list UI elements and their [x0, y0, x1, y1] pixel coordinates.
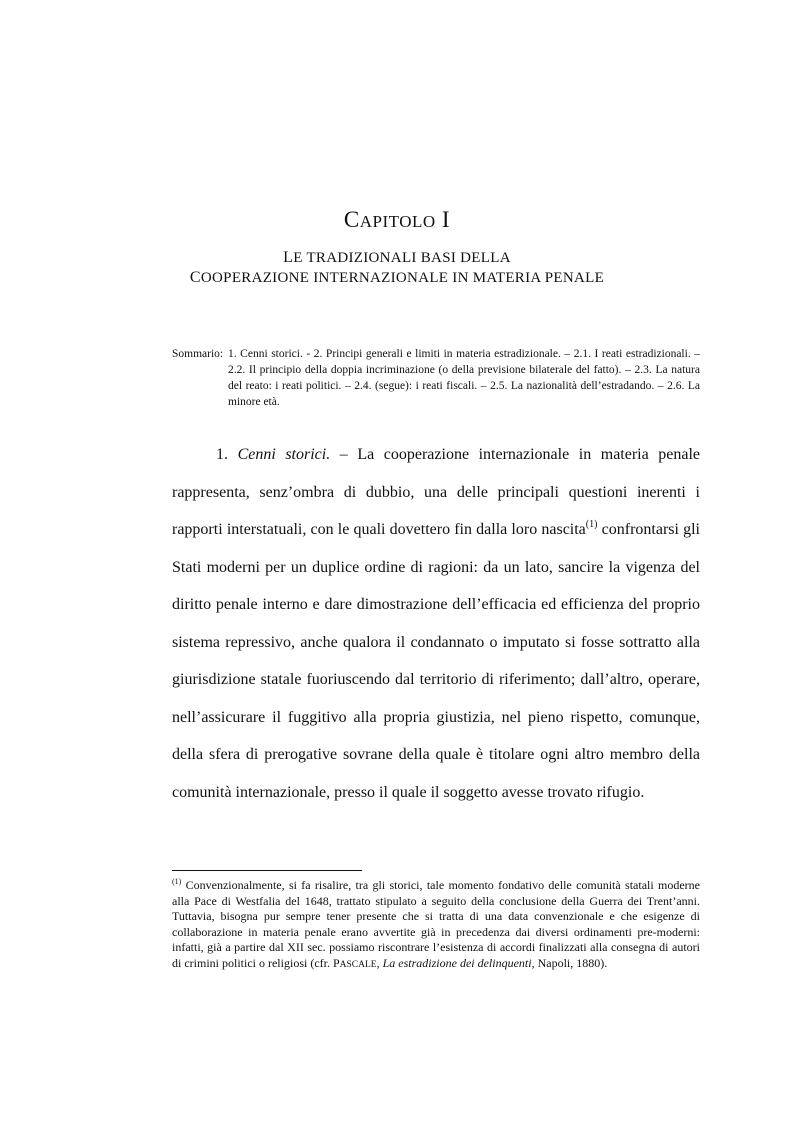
- subtitle-line-1-initial: L: [283, 249, 294, 266]
- footnote-author-initial: P: [332, 955, 340, 970]
- footnote-reference[interactable]: (1): [585, 519, 598, 530]
- chapter-subtitle-line-2: [0, 269, 794, 287]
- chapter-summary: [172, 346, 700, 410]
- section-title: Cenni storici.: [237, 446, 331, 463]
- footnote-book-title: La estradizione dei delinquenti: [382, 955, 532, 970]
- footnote-divider: [172, 870, 362, 871]
- subtitle-line-2-rest: OOPERAZIONE INTERNAZIONALE IN MATERIA PENALE: [200, 270, 605, 286]
- chapter-label-rest: APITOLO: [359, 212, 436, 231]
- body-text-part-1: – La cooperazione internazionale in materia penale rappresenta, senz’ombra di dubbio, una delle principali questioni inerenti i rapporti interstatuali, con le quali dovettero fin dalla loro nascita: [172, 446, 701, 538]
- body-text-part-2: confrontarsi gli Stati moderni per un duplice ordine di ragioni: da un lato, sancire la vigenza del diritto penale interno e dare dimostrazione dell’efficacia ed efficienza del proprio sistema repressivo, anche qualora il condannato o imputato si fosse sottratto alla giurisdizione statale fuoriuscendo dal territorio di riferimento; dall’altro, operare, nell’assicurare il fuggitivo alla propria giustizia, nel pieno rispetto, comunque, della sfera di prerogative sovrane della quale è titolare ogni altro membro della comunità internazionale, presso il quale il soggetto avesse trovato rifugio.: [172, 521, 700, 801]
- footnote: [172, 878, 700, 973]
- footnote-text: Convenzionalmente, si fa risalire, tra gli storici, tale momento fondativo delle comunità statali moderne alla Pace di Westfalia del 1648, trattato stipulato a seguito della conclusione della Guerra dei Trent’anni. Tuttavia, bisogna pur sempre tener presente che si tratta di una data convenzionale e che esigenze di collaborazione in materia penale erano avvertite già in precedenza dai diversi ordinamenti pre-moderni: infatti, già a partire dal XII sec. possiamo riscontrare l’esistenza di accordi finalizzati alla consegna di autori di crimini politici o religiosi (cfr.: [172, 878, 700, 970]
- footnote-separator: ,: [376, 955, 383, 970]
- chapter-label-initial: C: [343, 207, 360, 232]
- chapter-subtitle-line-1: [0, 249, 794, 267]
- footnote-author-rest: ASCALE: [339, 959, 377, 970]
- section-number: 1.: [216, 446, 228, 463]
- subtitle-line-2-initial: C: [189, 269, 201, 286]
- summary-text: 1. Cenni storici. - 2. Principi generali e limiti in materia estradizionale. – 2.1. I reati estradizionali. – 2.2. Il principio della doppia incriminazione (o della previsione bilaterale del fatto). – 2.3. La natura del reato: i reati politici. – 2.4. (segue): i reati fiscali. – 2.5. La nazionalità dell’estradando. – 2.6. La minore età.: [228, 348, 700, 408]
- summary-label: Sommario:: [172, 348, 224, 360]
- footnote-marker: (1): [172, 877, 182, 886]
- chapter-title: [0, 207, 794, 233]
- body-paragraph: [172, 436, 700, 811]
- subtitle-line-1-rest: E TRADIZIONALI BASI DELLA: [293, 250, 511, 266]
- footnote-author: [333, 956, 377, 970]
- footnote-text-end: , Napoli, 1880).: [531, 955, 608, 970]
- chapter-number: I: [441, 207, 451, 232]
